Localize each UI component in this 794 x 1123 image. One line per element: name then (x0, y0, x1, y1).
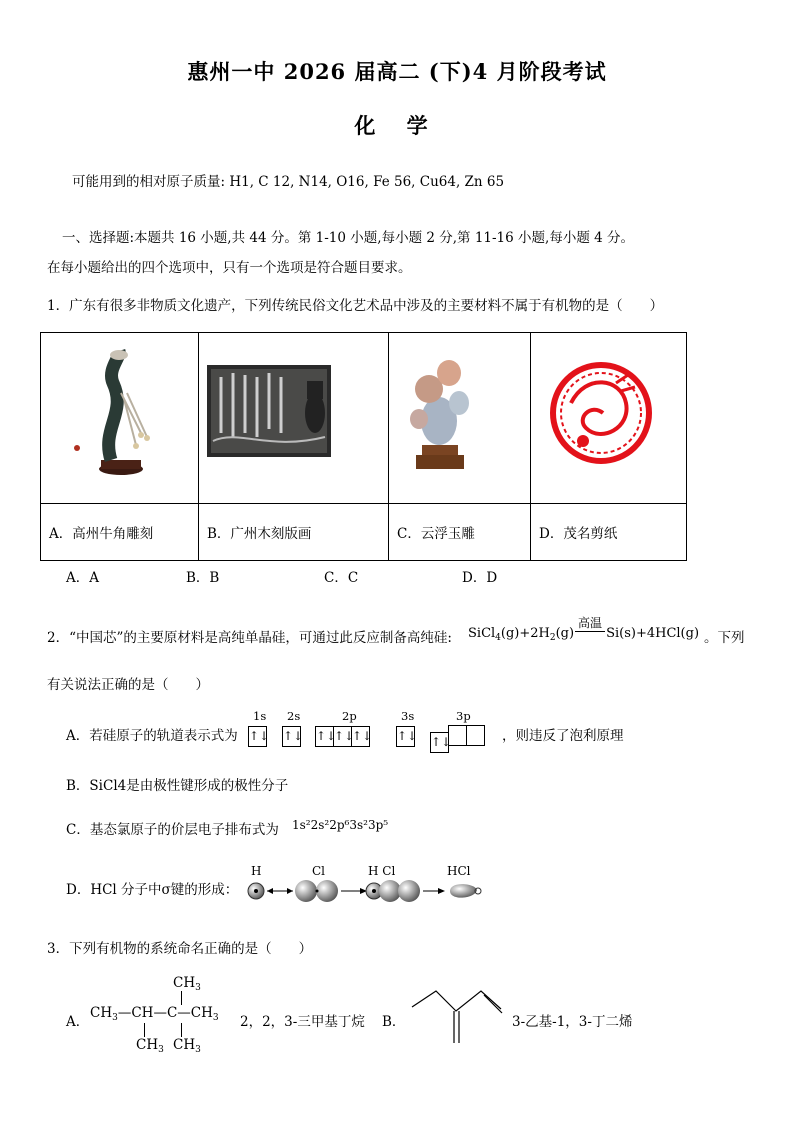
q2-condition: 高温 (578, 616, 603, 630)
q2-option-d-label-cl: Cl (312, 864, 326, 878)
orbital-label-3s: 3s (401, 709, 415, 723)
q3-option-a-label: A． (66, 1014, 90, 1030)
section-intro-2: 在每小题给出的四个选项中，只有一个选项是符合题目要求。 (47, 260, 412, 276)
q2-option-d-label-hcl-pair: H Cl (368, 864, 396, 878)
q2-stem-line2: 有关说法正确的是（ ） (47, 677, 209, 693)
orbital-label-3p: 3p (456, 709, 471, 723)
q1-cell-b: B．广州木刻版画 (199, 504, 389, 561)
woodcut-print-image (199, 333, 388, 499)
q1-image-b (199, 333, 389, 504)
q3-option-a-name: 2，2，3-三甲基丁烷 (240, 1014, 365, 1030)
q2-option-a-post: ，则违反了泡利原理 (502, 728, 624, 744)
q1-image-d (531, 333, 687, 504)
jade-carving-image (389, 333, 530, 499)
q1-choice-a: A．A (66, 570, 99, 586)
q2-option-c-pre: C．基态氯原子的价层电子排布式为 (66, 822, 279, 838)
q2-option-a-pre: A．若硅原子的轨道表示式为 (66, 728, 238, 744)
atomic-masses: 可能用到的相对原子质量: H1, C 12, N14, O16, Fe 56, Cu64, Zn 65 (72, 174, 505, 190)
subject-title: 化 学 (354, 113, 440, 138)
orbital-box-3s: ↑↓ (397, 725, 415, 747)
q2-option-d-pre: D．HCl 分子中σ键的形成： (66, 882, 239, 898)
q2-stem-post: 。下列 (704, 630, 745, 646)
horn-carving-image (41, 333, 198, 499)
q1-image-a (41, 333, 199, 504)
q3-option-b-label: B． (382, 1014, 406, 1030)
orbital-box-2s: ↑↓ (283, 725, 301, 747)
q3-option-a-formula: $CH_3$ $CH_3—CH—C—CH_3$ $CH_3$ $CH_3$ (90, 975, 219, 1055)
q2-stem-pre: 2．“中国芯”的主要原材料是高纯单晶硅，可通过此反应制备高纯硅: (47, 630, 452, 646)
q3-stem: 3．下列有机物的系统命名正确的是（ ） (47, 941, 313, 957)
q2-option-c-config: 1s²2s²2p⁶3s²3p⁵ (292, 818, 389, 832)
exam-title: 惠州一中 2026 届高二 (下)4 月阶段考试 (187, 59, 607, 84)
q3-option-b-skeletal-structure (406, 985, 506, 1047)
q1-image-c (389, 333, 531, 504)
q1-choice-c: C．C (324, 570, 359, 586)
q1-image-table (40, 332, 687, 561)
sigma-bond-diagram (243, 876, 483, 906)
q2-option-b: B．SiCl4是由极性键形成的极性分子 (66, 778, 289, 794)
orbital-label-2p: 2p (342, 709, 357, 723)
q1-stem: 1．广东有很多非物质文化遗产，下列传统民俗文化艺术品中涉及的主要材料不属于有机物的是（ ） (47, 298, 664, 314)
paper-cut-image (531, 333, 686, 499)
q1-choice-d: D．D (462, 570, 498, 586)
q1-cell-d: D．茂名剪纸 (531, 504, 687, 561)
q2-option-d-label-h: H (251, 864, 262, 878)
q3-option-b-name: 3-乙基-1，3-丁二烯 (512, 1014, 633, 1030)
q2-option-d-label-hcl: HCl (447, 864, 471, 878)
q2-equation: $SiCl_4(g)+2H_2(g)$ Si(s)+4HCl(g) (468, 626, 700, 643)
orbital-box-3p: ↑↓ (431, 725, 485, 753)
orbital-label-2s: 2s (287, 709, 301, 723)
orbital-box-2p: ↑↓↑↓↑↓ (316, 725, 370, 747)
orbital-box-1s: ↑↓ (249, 725, 267, 747)
orbital-label-1s: 1s (253, 709, 267, 723)
q1-cell-c: C．云浮玉雕 (389, 504, 531, 561)
q1-choice-b: B．B (186, 570, 220, 586)
q1-cell-a: A．高州牛角雕刻 (41, 504, 199, 561)
section-intro-1: 一、选择题:本题共 16 小题,共 44 分。第 1-10 小题,每小题 2 分,第 11-16 小题,每小题 4 分。 (62, 230, 634, 246)
